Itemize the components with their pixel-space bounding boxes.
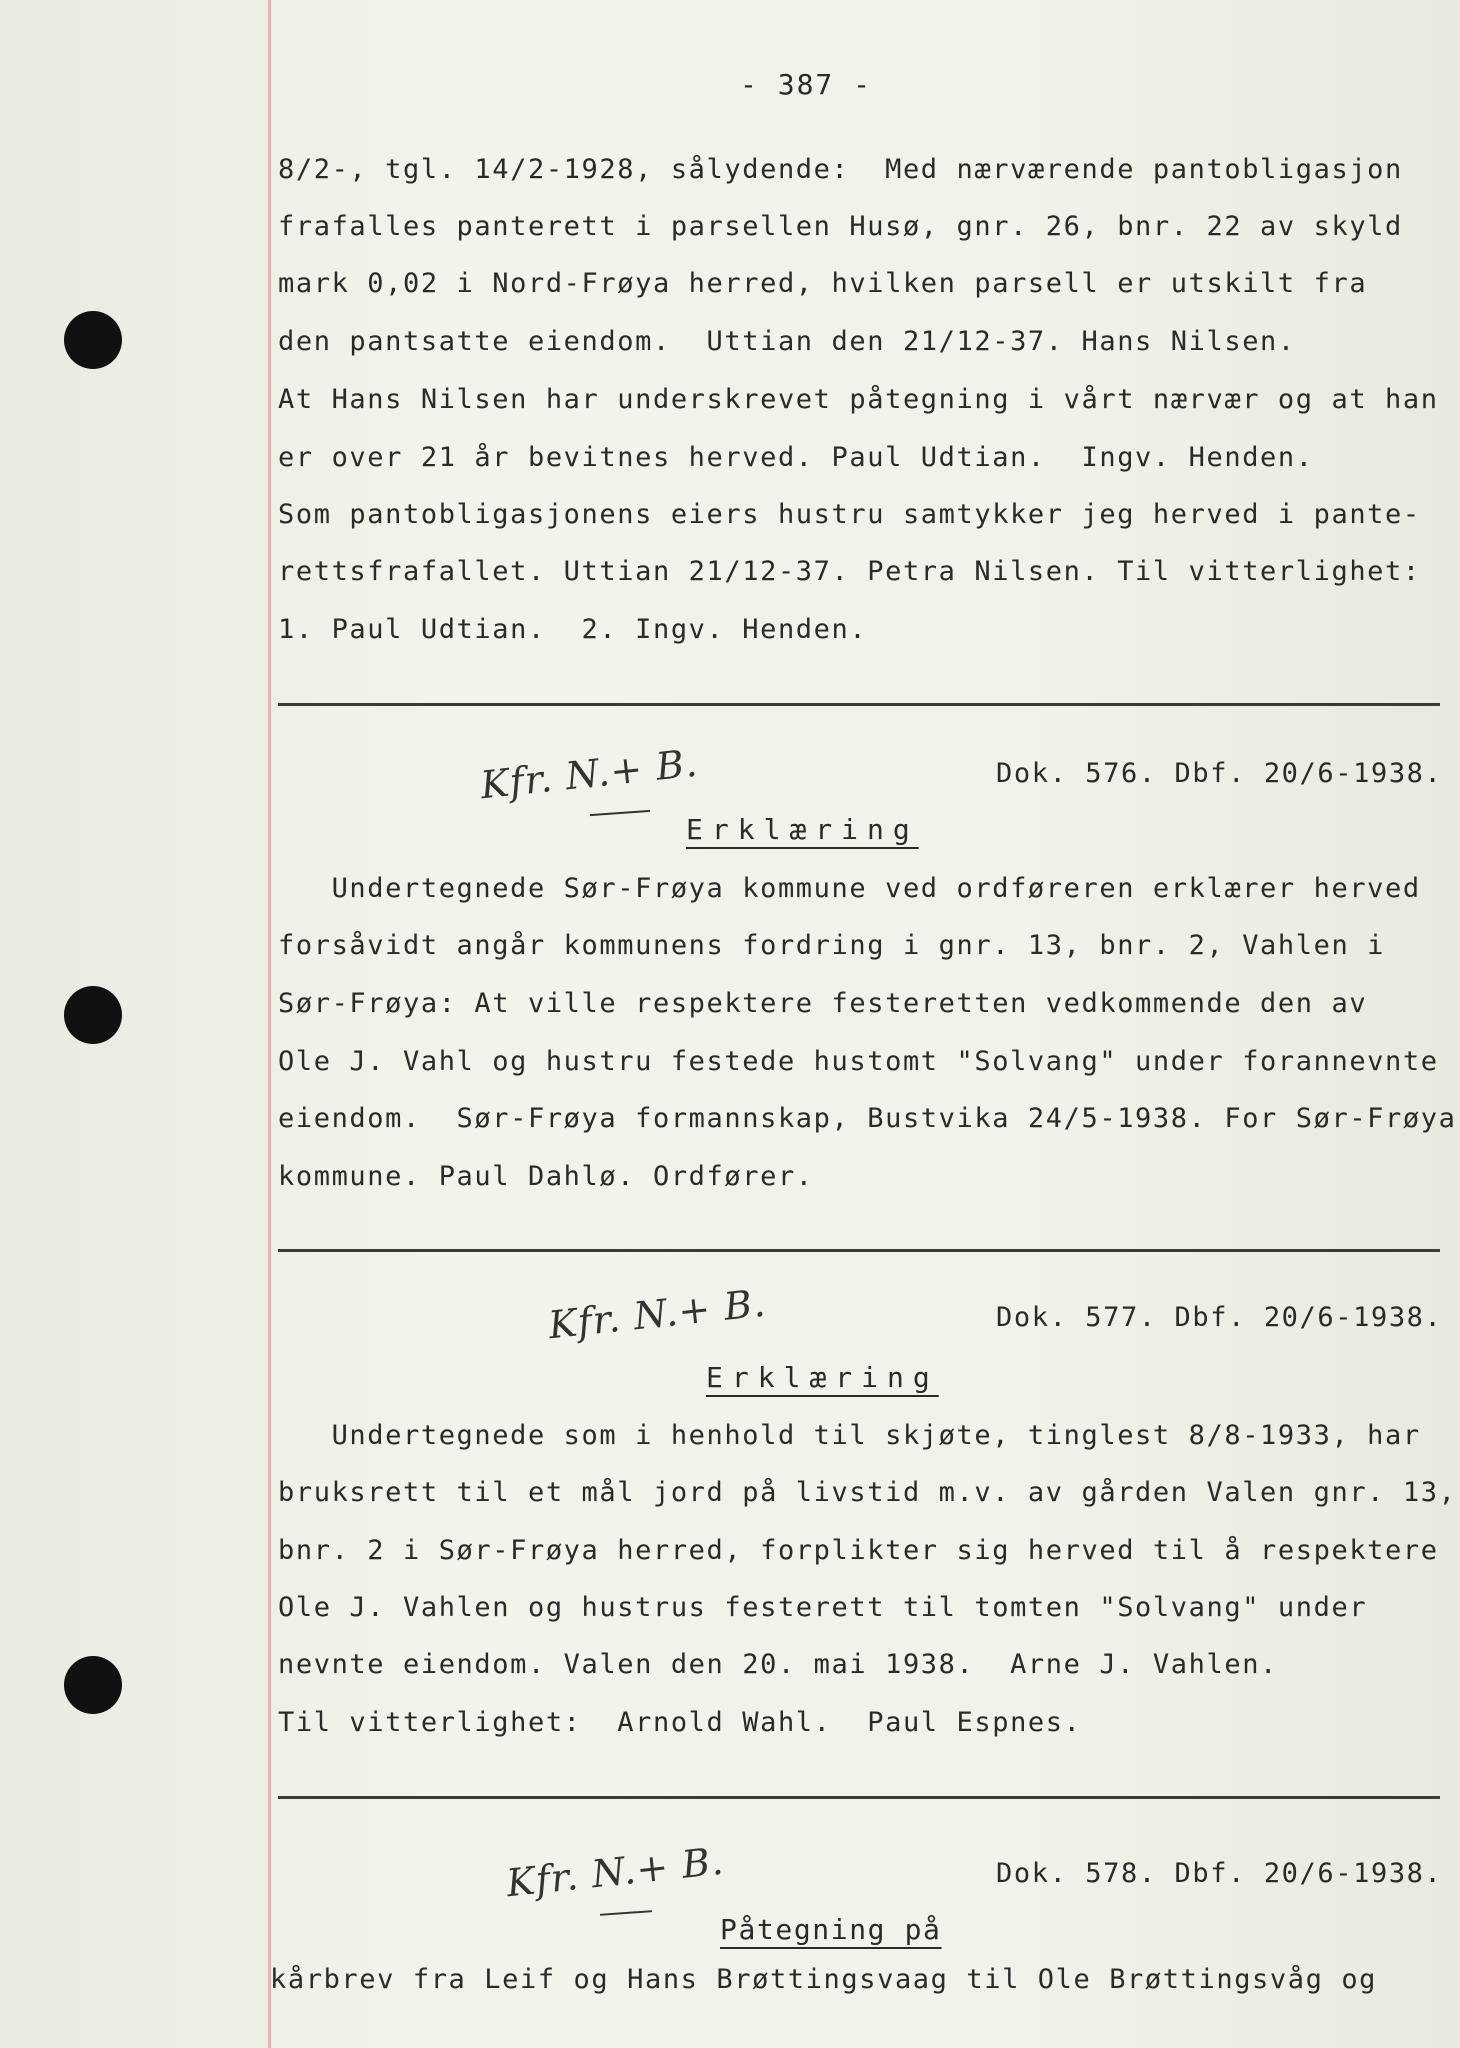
handwritten-annotation: Kfr. N.+ B. [504, 1838, 727, 1906]
text-line: Til vitterlighet: Arnold Wahl. Paul Espnes. [278, 1707, 1082, 1738]
doc-number: Dok. 576. Dbf. 20/6-1938. [996, 758, 1443, 789]
text-line: er over 21 år bevitnes herved. Paul Udtian. Ingv. Henden. [278, 442, 1314, 473]
text-line: Ole J. Vahl og hustru festede hustomt "Solvang" under forannevnte [278, 1046, 1439, 1077]
text-line: bruksrett til et mål jord på livstid m.v. av gården Valen gnr. 13, [278, 1477, 1457, 1508]
margin-rule [268, 0, 271, 2048]
text-line: eiendom. Sør-Frøya formannskap, Bustvika 24/5-1938. For Sør-Frøya [278, 1103, 1457, 1134]
section-heading: Erklæring [686, 813, 919, 846]
text-line: kårbrev fra Leif og Hans Brøttingsvaag til Ole Brøttingsvåg og [270, 1964, 1378, 1995]
text-line: 1. Paul Udtian. 2. Ingv. Henden. [278, 614, 868, 645]
page-number: - 387 - [740, 68, 873, 101]
handwritten-annotation: Kfr. N.+ B. [478, 740, 701, 808]
text-line: forsåvidt angår kommunens fordring i gnr. 13, bnr. 2, Vahlen i [278, 930, 1386, 961]
doc-number: Dok. 578. Dbf. 20/6-1938. [996, 1858, 1443, 1889]
text-line: At Hans Nilsen har underskrevet påtegning i vårt nærvær og at han [278, 384, 1439, 415]
section-divider [278, 1249, 1440, 1252]
text-line: frafalles panterett i parsellen Husø, gnr. 26, bnr. 22 av skyld [278, 211, 1403, 242]
text-line: Ole J. Vahlen og hustrus festerett til tomten "Solvang" under [278, 1592, 1368, 1623]
text-line: mark 0,02 i Nord-Frøya herred, hvilken parsell er utskilt fra [278, 268, 1368, 299]
section-divider [278, 1796, 1440, 1799]
text-line: Sør-Frøya: At ville respektere festeretten vedkommende den av [278, 988, 1368, 1019]
handwritten-annotation: Kfr. N.+ B. [546, 1280, 769, 1348]
text-line: Undertegnede som i henhold til skjøte, tinglest 8/8-1933, har [278, 1420, 1421, 1451]
annotation-underline [600, 1910, 652, 1916]
punch-hole [64, 1656, 122, 1714]
doc-number: Dok. 577. Dbf. 20/6-1938. [996, 1302, 1443, 1333]
section-divider [278, 703, 1440, 706]
text-line: 8/2-, tgl. 14/2-1928, sålydende: Med nærværende pantobligasjon [278, 154, 1403, 185]
text-line: kommune. Paul Dahlø. Ordfører. [278, 1161, 814, 1192]
text-line: rettsfrafallet. Uttian 21/12-37. Petra Nilsen. Til vitterlighet: [278, 556, 1421, 587]
annotation-underline [590, 810, 650, 816]
text-line: bnr. 2 i Sør-Frøya herred, forplikter sig herved til å respektere [278, 1535, 1439, 1566]
section-heading: Erklæring [706, 1361, 939, 1394]
text-line: Som pantobligasjonens eiers hustru samtykker jeg herved i pante- [278, 499, 1421, 530]
punch-hole [64, 986, 122, 1044]
text-line: Undertegnede Sør-Frøya kommune ved ordføreren erklærer herved [278, 873, 1421, 904]
text-line: den pantsatte eiendom. Uttian den 21/12-37. Hans Nilsen. [278, 326, 1296, 357]
text-line: nevnte eiendom. Valen den 20. mai 1938. Arne J. Vahlen. [278, 1649, 1278, 1680]
section-heading: Påtegning på [720, 1913, 942, 1946]
punch-hole [64, 311, 122, 369]
